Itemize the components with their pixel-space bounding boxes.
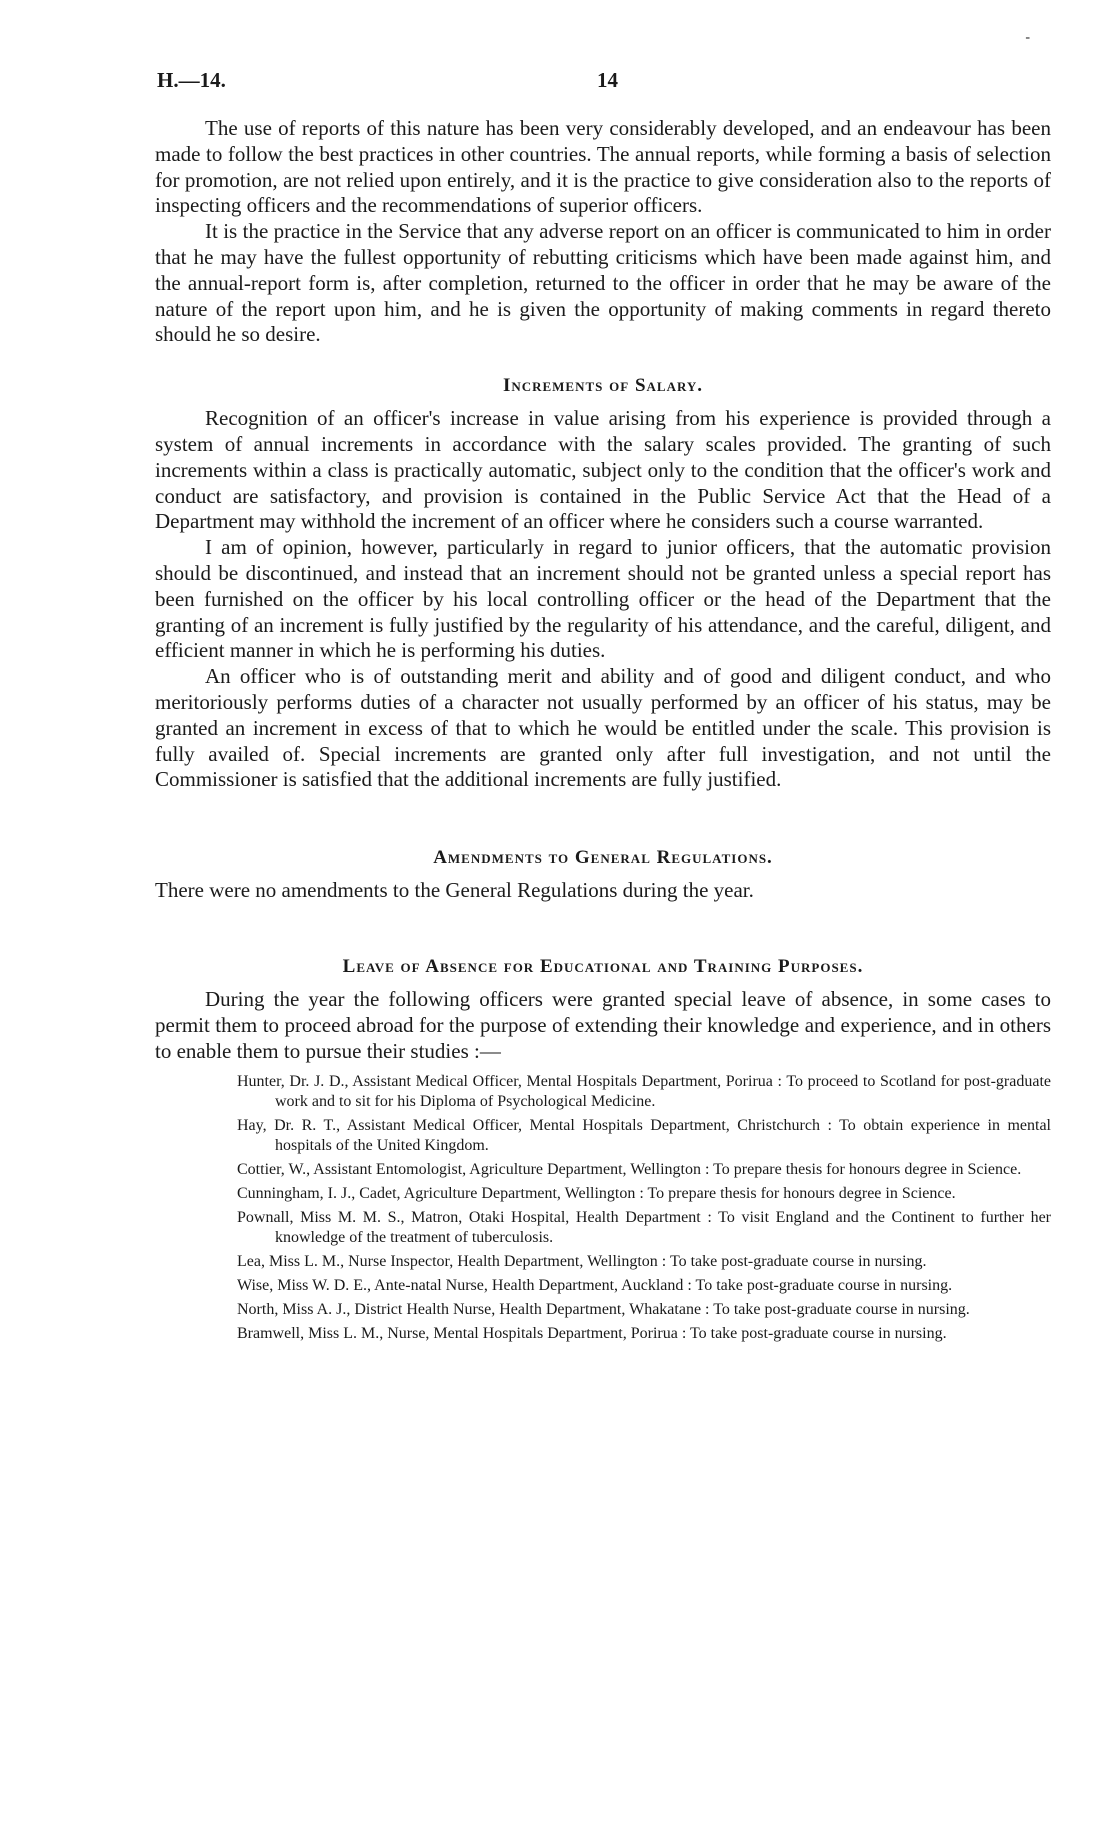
page-number: 14 [597, 68, 618, 92]
list-item: Hay, Dr. R. T., Assistant Medical Officer, Mental Hospitals Department, Christchurch : To obtain experience in mental hospitals of the United Kingdom. [237, 1117, 1051, 1155]
heading-amendments: Amendments to General Regulations. [433, 847, 773, 869]
list-item: Hunter, Dr. J. D., Assistant Medical Officer, Mental Hospitals Department, Porirua : To proceed to Scotland for post-graduate work and to sit for his Diploma of Psychological Medicine. [237, 1073, 1051, 1111]
list-item: North, Miss A. J., District Health Nurse, Health Department, Whakatane : To take post-graduate course in nursing. [237, 1301, 970, 1319]
leave-intro: During the year the following officers were granted special leave of absence, in some cases to permit them to proceed abroad for the purpose of extending their knowledge and experience, and in others to enable them to pursue their studies :— [155, 986, 1051, 1063]
heading-increments: Increments of Salary. [502, 375, 704, 397]
amendments-text: There were no amendments to the General Regulations during the year. [155, 878, 754, 903]
list-item: Cottier, W., Assistant Entomologist, Agriculture Department, Wellington : To prepare thesis for honours degree in Science. [237, 1161, 1022, 1179]
list-item: Lea, Miss L. M., Nurse Inspector, Health Department, Wellington : To take post-graduate course in nursing. [237, 1253, 927, 1271]
intro-paragraph-1: The use of reports of this nature has been very considerably developed, and an endeavour has been made to follow the best practices in other countries. The annual reports, while forming a basis of selection for promotion, are not relied upon entirely, and it is the practice to give consideration also to the reports of inspecting officers and the recommendations of superior officers. [155, 116, 1051, 218]
increments-paragraph-2: I am of opinion, however, particularly in regard to junior officers, that the automatic provision should be discontinued, and instead that an increment should not be granted unless a special report has been furnished on the officer by his local controlling officer or the head of the Department that the granting of an increment is fully justified by the regularity of his attendance, and the careful, diligent, and efficient manner in which he is performing his duties. [155, 535, 1051, 663]
leave-list [155, 1072, 1051, 1344]
page-header [157, 68, 954, 98]
list-item: Bramwell, Miss L. M., Nurse, Mental Hospitals Department, Porirua : To take post-graduate course in nursing. [237, 1325, 947, 1343]
list-item: Cunningham, I. J., Cadet, Agriculture Department, Wellington : To prepare thesis for honours degree in Science. [237, 1185, 956, 1203]
list-item: Wise, Miss W. D. E., Ante-natal Nurse, Health Department, Auckland : To take post-graduate course in nursing. [237, 1277, 953, 1295]
page-body [155, 116, 1051, 1348]
increments-paragraph-1: Recognition of an officer's increase in value arising from his experience is provided through a system of annual increments in accordance with the salary scales provided. The granting of such increments within a class is practically automatic, subject only to the condition that the officer's work and conduct are satisfactory, and provision is contained in the Public Service Act that the Head of a Department may withhold the increment of an officer where he considers such a course warranted. [155, 406, 1051, 534]
list-item: Pownall, Miss M. M. S., Matron, Otaki Hospital, Health Department : To visit England and the Continent to further her knowledge of the treatment of tuberculosis. [237, 1209, 1051, 1247]
heading-leave: Leave of Absence for Educational and Training Purposes. [342, 955, 864, 977]
intro-paragraph-2: It is the practice in the Service that any adverse report on an officer is communicated to him in order that he may have the fullest opportunity of rebutting criticisms which have been made against him, and the annual-report form is, after completion, returned to the officer in order that he may be aware of the nature of the report upon him, and he is given the opportunity of making comments in regard thereto should he so desire. [155, 219, 1051, 347]
corner-mark: - [1025, 30, 1030, 45]
increments-paragraph-3: An officer who is of outstanding merit and ability and of good and diligent conduct, and who meritoriously performs duties of a character not usually performed by an officer of his status, may be granted an increment in excess of that to which he would be entitled under the scale. This provision is fully availed of. Special increments are granted only after full investigation, and not until the Commissioner is satisfied that the additional increments are fully justified. [155, 664, 1051, 792]
document-reference: H.—14. [157, 68, 226, 92]
